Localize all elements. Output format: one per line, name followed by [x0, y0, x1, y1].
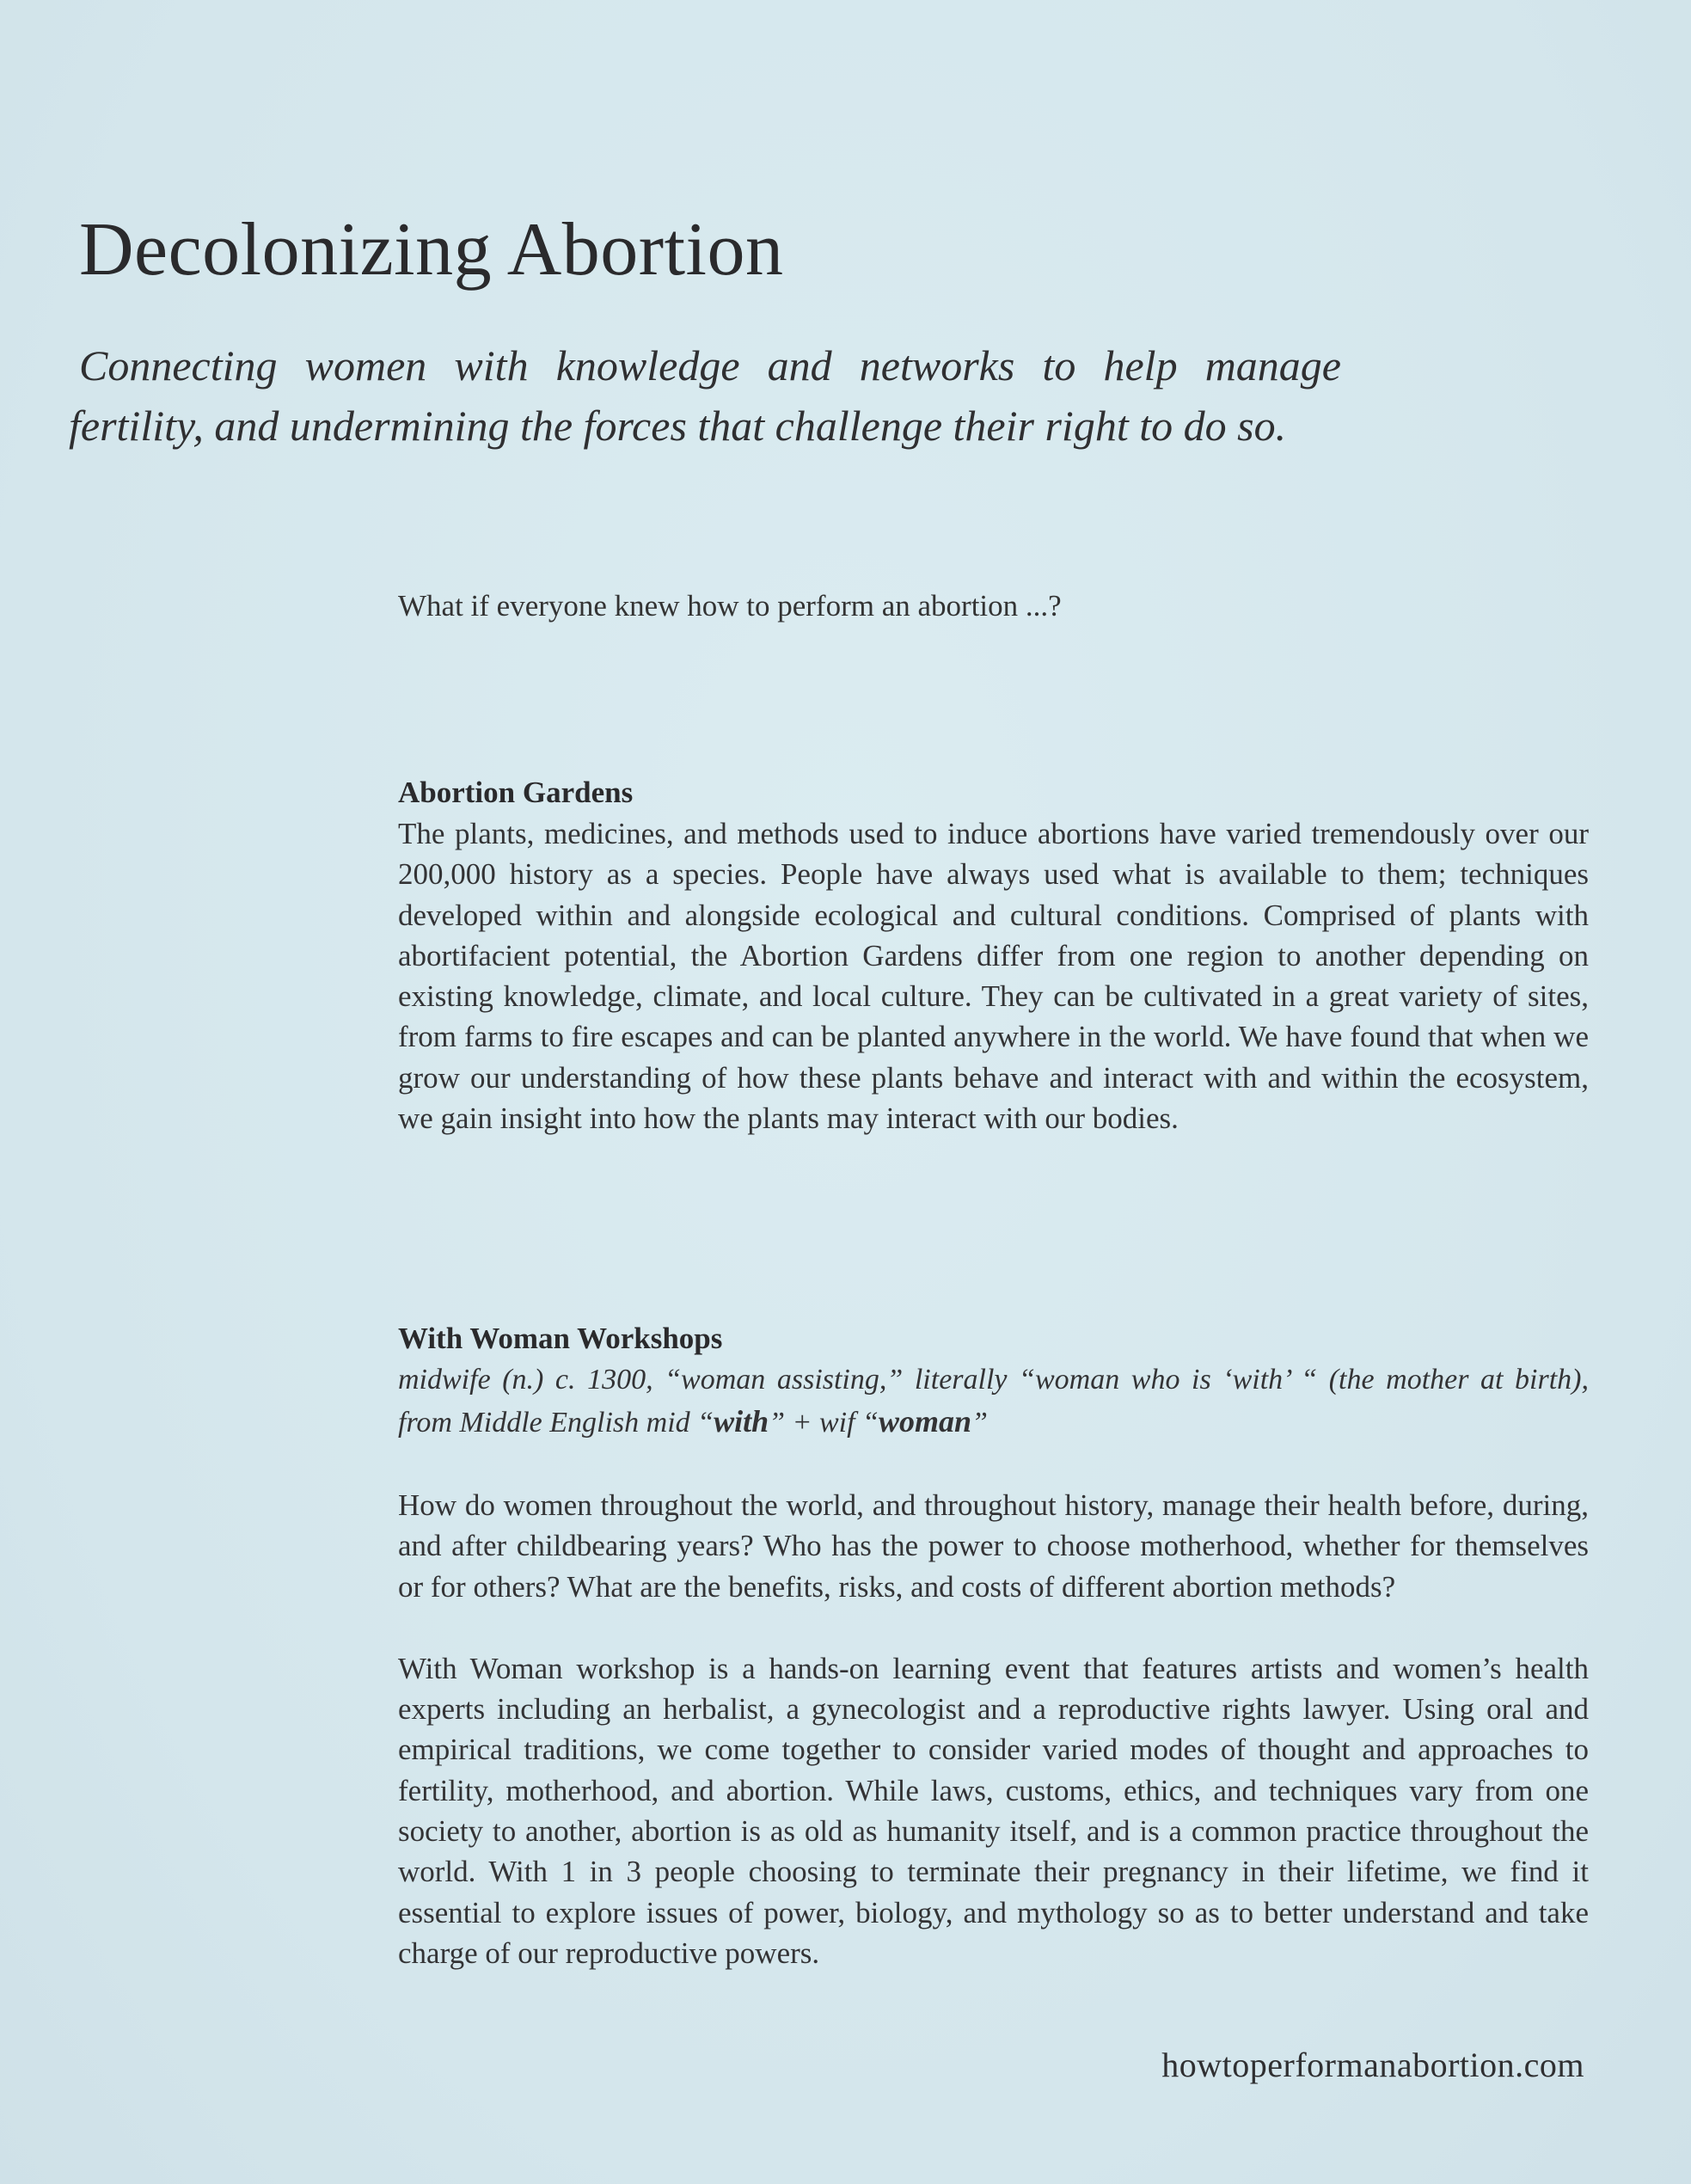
spacer [398, 1444, 1589, 1485]
abortion-gardens-body: The plants, medicines, and methods used to induce abortions have varied tremendously over our 200,000 history as a species. People have always used what is available to them; techniques developed within and alongside ecological and cultural conditions. Comprised of plants with abortifacient potential, the Abortion Gardens differ from one region to another depending on existing knowledge, climate, and local culture. They can be cultivated in a great variety of sites, from farms to fire escapes and can be planted anywhere in the world. We have found that when we grow our understanding of how these plants behave and interact with and within the ecosystem, we gain insight into how the plants may interact with our bodies. [398, 817, 1589, 1136]
abortion-gardens-heading: Abortion Gardens [398, 776, 634, 809]
page-subtitle [69, 335, 1341, 456]
etymology-with-word: with [714, 1404, 769, 1439]
etymology-line-2 [398, 1401, 1589, 1444]
etymology-line-1: midwife (n.) c. 1300, “woman assisting,” literally “woman who is ‘with’ “ (the mother at birth), [398, 1364, 1589, 1396]
etymology-mid: ” + wif “ [769, 1407, 879, 1439]
with-woman-heading: With Woman Workshops [398, 1322, 723, 1355]
with-woman-paragraph-2: With Woman workshop is a hands-on learning event that features artists and women’s health experts including an herbalist, a gynecologist and a reproductive rights lawyer. Using oral and empirical traditions, we come together to consider varied modes of thought and approaches to fertility, motherhood, and abortion. While laws, customs, ethics, and techniques vary from one society to another, abortion is as old as humanity itself, and is a common practice throughout the world. With 1 in 3 people choosing to terminate their pregnancy in their lifetime, we find it essential to explore issues of power, biology, and mythology so as to better understand and take charge of our reproductive powers. [398, 1651, 1589, 1970]
subtitle-line-1: Connecting women with knowledge and networks to help manage [79, 341, 1341, 390]
with-woman-paragraph-1: How do women throughout the world, and throughout history, manage their health before, during, and after childbearing years? Who has the power to choose motherhood, whether for themselves or for others? What are the benefits, risks, and costs of different abortion methods? [398, 1488, 1589, 1604]
midwife-etymology [398, 1359, 1589, 1444]
etymology-woman-word: woman [878, 1404, 972, 1439]
subtitle-line-2: fertility, and undermining the forces that challenge their right to do so. [69, 402, 1287, 450]
with-woman-section [398, 1318, 1589, 1973]
spacer [398, 1607, 1589, 1648]
etymology-end: ” [971, 1407, 988, 1439]
website-url: howtoperformanabortion.com [1161, 2046, 1584, 2084]
etymology-prefix: from Middle English mid “ [398, 1407, 714, 1439]
intro-question: What if everyone knew how to perform an abortion ...? [398, 589, 1062, 623]
abortion-gardens-section [398, 772, 1589, 1138]
page-title: Decolonizing Abortion [79, 208, 784, 291]
